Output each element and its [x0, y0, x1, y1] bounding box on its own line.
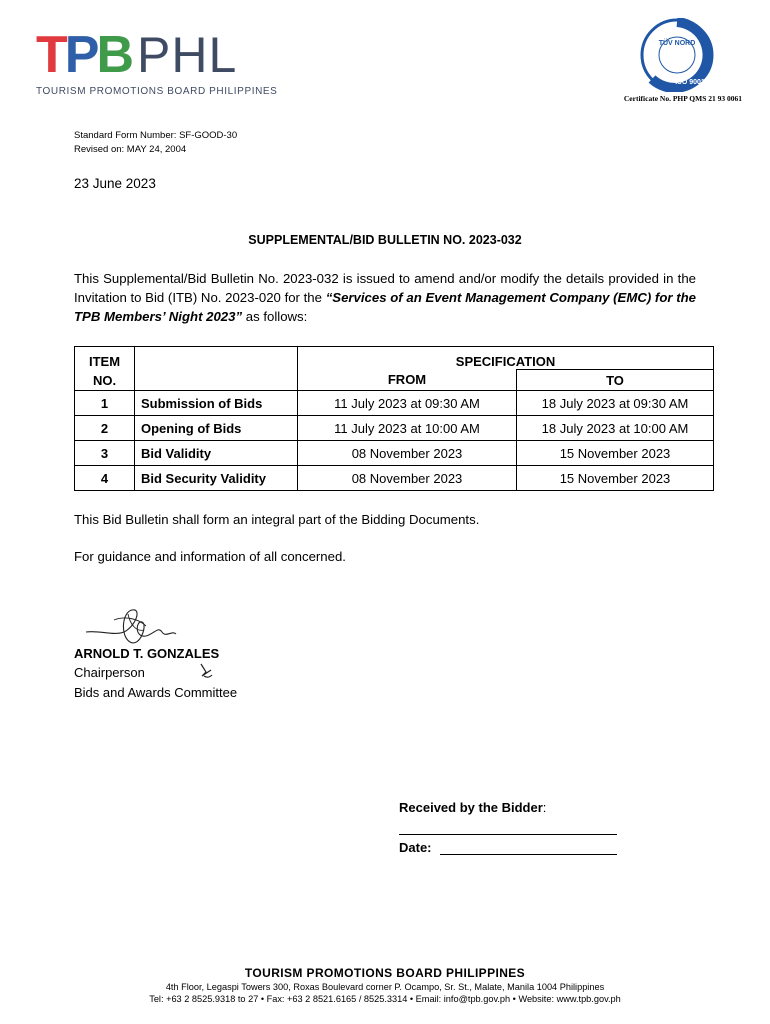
initials-mark: [198, 662, 214, 680]
to-header: TO: [517, 370, 714, 391]
item-description: Bid Validity: [135, 441, 298, 466]
standard-form-number: Standard Form Number: SF-GOOD-30: [74, 130, 238, 141]
intro-paragraph: [74, 269, 696, 326]
revised-date: Revised on: MAY 24, 2004: [74, 144, 187, 155]
bidder-date-label: Date:: [399, 840, 432, 855]
logo-phl: PHL: [137, 27, 238, 83]
table-row: [75, 391, 714, 416]
logo-letter-p: P: [64, 26, 97, 84]
guidance-paragraph: For guidance and information of all concerned.: [74, 549, 346, 564]
specification-header: SPECIFICATION: [298, 347, 714, 370]
logo-letter-b: B: [96, 26, 132, 84]
from-value: 11 July 2023 at 09:30 AM: [298, 391, 517, 416]
received-colon: :: [542, 800, 547, 815]
logo-letter-t: T: [36, 26, 65, 84]
intro-text: This Supplemental/Bid Bulletin No. 2023-032 is issued to amend and/or modify the details provided in the Invitation to Bid (ITB) No. 2023-020 for the: [74, 271, 696, 305]
to-value: 15 November 2023: [517, 466, 714, 491]
seal-brand: TÜV NORD: [658, 40, 696, 47]
signatory-position: Chairperson: [74, 665, 145, 680]
item-description: Bid Security Validity: [135, 466, 298, 491]
footer-organization: TOURISM PROMOTIONS BOARD PHILIPPINES: [244, 966, 526, 980]
item-number: 3: [75, 441, 135, 466]
iso-certification-seal: [640, 18, 714, 92]
certificate-number: Certificate No. PHP QMS 21 93 0061: [623, 94, 742, 103]
seal-standard: ISO 9001: [675, 79, 705, 86]
to-value: 15 November 2023: [517, 441, 714, 466]
received-label-text: Received by the Bidder: [399, 800, 543, 815]
item-description: Opening of Bids: [135, 416, 298, 441]
received-by-bidder-label: [399, 800, 546, 815]
item-header-line1: ITEM: [88, 354, 121, 369]
bulletin-title: SUPPLEMENTAL/BID BULLETIN NO. 2023-032: [248, 233, 522, 247]
signatory-committee: Bids and Awards Committee: [74, 685, 238, 700]
handwritten-signature: [84, 602, 184, 652]
integral-part-paragraph: This Bid Bulletin shall form an integral part of the Bidding Documents.: [74, 512, 480, 527]
footer-address: 4th Floor, Legaspi Towers 300, Roxas Boulevard corner P. Ocampo, Sr. St., Malate, Manila 1004 Philippines: [165, 982, 605, 992]
from-header: FROM: [298, 370, 517, 391]
item-header-line2: NO.: [92, 373, 117, 388]
specification-table: [74, 346, 714, 491]
table-row: [75, 466, 714, 491]
from-value: 11 July 2023 at 10:00 AM: [298, 416, 517, 441]
table-row: [75, 416, 714, 441]
footer-contact: Tel: +63 2 8525.9318 to 27 • Fax: +63 2 8521.6165 / 8525.3314 • Email: info@tpb.gov.ph • Website: www.tpb.gov.ph: [149, 994, 621, 1004]
to-value: 18 July 2023 at 09:30 AM: [517, 391, 714, 416]
intro-text-end: as follows:: [242, 309, 308, 324]
item-no-header: [75, 347, 135, 391]
from-value: 08 November 2023: [298, 466, 517, 491]
document-date: 23 June 2023: [74, 176, 156, 191]
received-signature-line: [399, 834, 617, 835]
item-description: Submission of Bids: [135, 391, 298, 416]
bidder-date-line: [440, 854, 617, 855]
table-row: [75, 441, 714, 466]
blank-header: [135, 347, 298, 391]
to-value: 18 July 2023 at 10:00 AM: [517, 416, 714, 441]
signatory-name: ARNOLD T. GONZALES: [74, 646, 220, 661]
from-value: 08 November 2023: [298, 441, 517, 466]
item-number: 2: [75, 416, 135, 441]
logo-tagline: TOURISM PROMOTIONS BOARD PHILIPPINES: [36, 86, 278, 97]
item-number: 4: [75, 466, 135, 491]
tpb-phl-logo: [36, 26, 281, 102]
project-name: “Services of an Event Management Company (EMC) for the TPB Members’ Night 2023”: [74, 290, 696, 324]
item-number: 1: [75, 391, 135, 416]
